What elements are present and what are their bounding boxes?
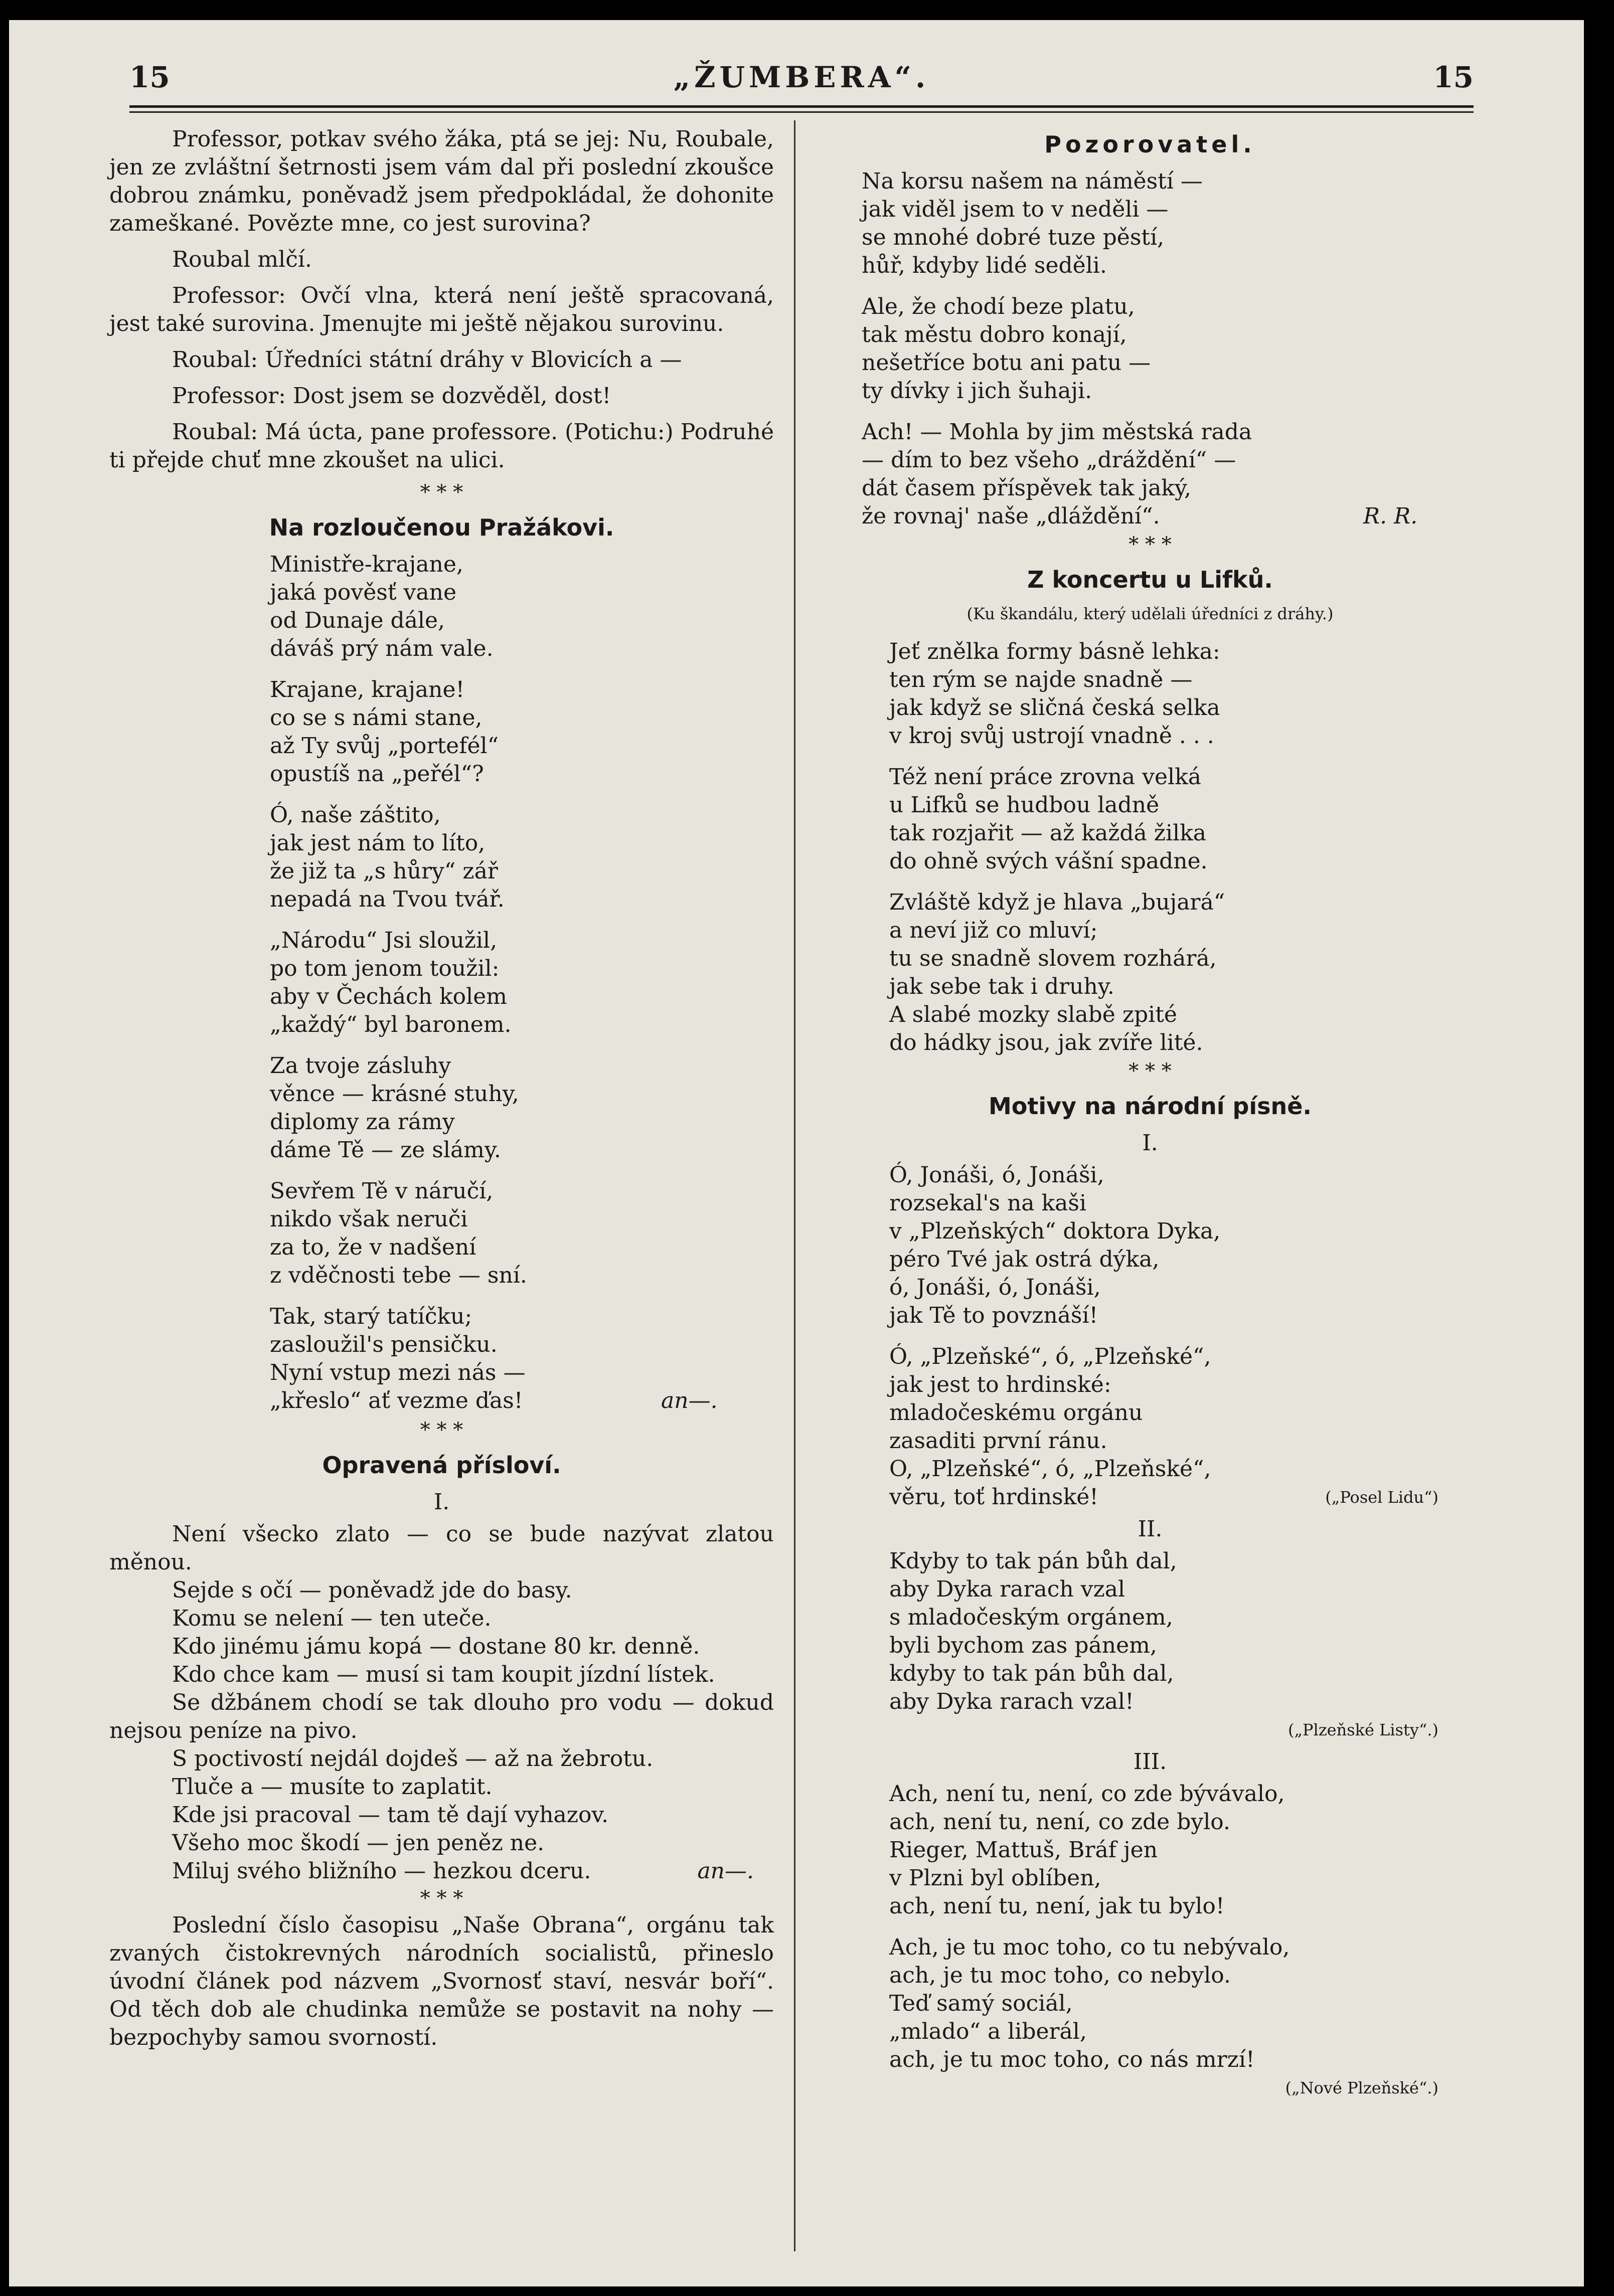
verse-line: od Dunaje dále,	[270, 608, 445, 633]
verse-line: Na korsu našem na náměstí —	[862, 168, 1203, 194]
source-line	[889, 1716, 1438, 1744]
proverb: Kdo chce kam — musí si tam koupit jízdní lístek.	[172, 1662, 715, 1687]
verse-line: za to, že v nadšení	[270, 1234, 476, 1260]
poem-body	[862, 167, 1438, 531]
proverbs-signature: an—.	[697, 1858, 754, 1884]
verse-line: v kroj svůj ustrojí vnadně . . .	[889, 723, 1214, 749]
poem-subtitle: (Ku škandálu, který udělali úředníci z dráhy.)	[966, 604, 1334, 623]
poem-stanza	[889, 1547, 1438, 1744]
poem-body	[862, 1780, 1438, 2102]
poem-signature: R. R.	[1363, 503, 1418, 529]
poem-stanza	[862, 167, 1438, 280]
verse-line: O, „Plzeňské“, ó, „Plzeňské“,	[889, 1456, 1211, 1482]
verse-line: „každý“ byl baronem.	[270, 1012, 512, 1037]
verse-line: ty dívky i jich šuhaji.	[862, 378, 1092, 404]
column-divider	[794, 120, 795, 2251]
proverb: Všeho moc škodí — jen peněz ne.	[172, 1830, 545, 1856]
verse-line: tak rozjařit — až každá žilka	[889, 820, 1206, 846]
verse-line: jak jest to hrdinské:	[889, 1372, 1111, 1397]
verse-line: ach, je tu moc toho, co nebylo.	[889, 1963, 1231, 1988]
proverb: Sejde s očí — poněvadž jde do basy.	[172, 1577, 572, 1603]
verse-line: v „Plzeňských“ doktora Dyka,	[889, 1218, 1221, 1244]
verse-line: jak Tě to povznáší!	[889, 1303, 1098, 1328]
poem-stanza	[889, 1933, 1438, 2102]
verse-line: Za tvoje zásluhy	[270, 1053, 451, 1079]
poem-body	[862, 1161, 1438, 1511]
verse-line: do ohně svých vášní spadne.	[889, 848, 1208, 874]
proverb-text: Miluj svého bližního — hezkou dceru.	[172, 1858, 591, 1884]
dialogue-paragraph: Professor: Ovčí vlna, která není ještě spracovaná, jest také surovina. Jmenujte mi ještě nějakou surovinu.	[109, 283, 774, 336]
verse-line: A slabé mozky slabě zpité	[889, 1002, 1177, 1027]
closing-paragraph: Poslední číslo časopisu „Naše Obrana“, orgánu tak zvaných čistokrevných národních socialistů, přineslo úvodní článek pod názvem „Svornosť staví, nesvár boří“. Od těch dob ale chudinka nemůže se postavit na nohy — bezpochyby samou svorností.	[109, 1912, 774, 2050]
verse-line: do hádky jsou, jak zvíře lité.	[889, 1030, 1203, 1055]
roman-numeral: II.	[1138, 1516, 1163, 1542]
section-separator: * * *	[420, 1419, 463, 1442]
verse-line	[889, 1483, 1438, 1511]
verse-line: Ach! — Mohla by jim městská rada	[862, 419, 1252, 445]
poem-title: Na rozloučenou Pražákovi.	[269, 514, 614, 541]
verse-line: rozsekal's na kaši	[889, 1190, 1087, 1216]
poem-stanza	[270, 1177, 774, 1290]
page-number-left: 15	[129, 60, 170, 94]
verse-line: Ó, naše záštito,	[270, 802, 441, 828]
verse-line: věnce — krásné stuhy,	[270, 1081, 519, 1107]
verse-line: Zvláště když je hlava „bujará“	[889, 890, 1225, 915]
verse-line: Tak, starý tatíčku;	[270, 1304, 472, 1329]
masthead: „ŽUMBERA“.	[673, 60, 930, 94]
verse-line	[270, 1387, 774, 1415]
verse-line: aby v Čechách kolem	[270, 984, 507, 1009]
roman-numeral: I.	[433, 1489, 450, 1515]
verse-line: jak viděl jsem to v neděli —	[862, 197, 1169, 222]
verse-line: po tom jenom toužil:	[270, 956, 500, 981]
verse-line: Ministře-krajane,	[270, 552, 463, 577]
poem-signature: an—.	[661, 1388, 718, 1414]
verse-line: tu se snadně slovem rozhárá,	[889, 946, 1217, 971]
verse-line: ó, Jonáši, ó, Jonáši,	[889, 1275, 1101, 1300]
poem-title: Motivy na národní písně.	[989, 1093, 1312, 1120]
verse-line: Kdyby to tak pán bůh dal,	[889, 1548, 1177, 1574]
source-citation: („Nové Plzeňské“.)	[1285, 2078, 1438, 2097]
verse-line: Sevřem Tě v náručí,	[270, 1178, 494, 1204]
verse-line: Nyní vstup mezi nás —	[270, 1360, 526, 1385]
poem-body	[109, 551, 774, 1415]
verse-line: u Lifků se hudbou ladně	[889, 792, 1160, 818]
proverb: Kdo jinému jámu kopá — dostane 80 kr. denně.	[172, 1634, 700, 1659]
verse-line: že již ta „s hůry“ zář	[270, 858, 498, 884]
verse-line: zasaditi první ránu.	[889, 1428, 1107, 1454]
section-separator: * * *	[420, 1887, 463, 1910]
poem-stanza	[889, 1780, 1438, 1920]
verse-line: jak jest nám to líto,	[270, 830, 486, 856]
poem-stanza	[270, 801, 774, 914]
proverb: Tluče a — musíte to zaplatit.	[172, 1774, 493, 1800]
section-title: Opravená přísloví.	[322, 1452, 561, 1479]
verse-line: Též není práce zrovna velká	[889, 764, 1201, 790]
source-citation: („Plzeňské Listy“.)	[1287, 1720, 1438, 1739]
dialogue-paragraph: Roubal mlčí.	[172, 247, 312, 272]
verse-line: Jeť znělka formy básně lehka:	[889, 639, 1220, 664]
poem-stanza	[862, 293, 1438, 405]
proverb	[109, 1857, 774, 1885]
verse-line: Ó, „Plzeňské“, ó, „Plzeňské“,	[889, 1344, 1211, 1369]
verse-line: jak když se sličná česká selka	[889, 695, 1220, 721]
verse-line-text: „křeslo“ ať vezme ďas!	[270, 1388, 523, 1414]
verse-line: dáváš prý nám vale.	[270, 636, 494, 661]
verse-line: Krajane, krajane!	[270, 677, 465, 702]
poem-stanza	[889, 763, 1438, 875]
verse-line-text: že rovnaj' naše „dláždění“.	[862, 503, 1160, 529]
poem-stanza	[270, 1052, 774, 1164]
verse-line: a neví již co mluví;	[889, 918, 1098, 943]
verse-line: — dím to bez všeho „dráždění“ —	[862, 447, 1236, 473]
verse-line: aby Dyka rarach vzal!	[889, 1689, 1134, 1714]
verse-line: jaká pověsť vane	[270, 580, 457, 605]
poem-stanza	[862, 418, 1438, 531]
poem-title: Z koncertu u Lifků.	[1027, 566, 1273, 593]
roman-numeral: I.	[1142, 1130, 1158, 1156]
verse-line: aby Dyka rarach vzal	[889, 1576, 1125, 1602]
header-rule	[129, 105, 1474, 108]
verse-line: v Plzni byl oblíben,	[889, 1865, 1101, 1891]
poem-stanza	[270, 676, 774, 788]
verse-line: kdyby to tak pán bůh dal,	[889, 1661, 1174, 1686]
dialogue-paragraph: Roubal: Úředníci státní dráhy v Blovicích a —	[172, 347, 682, 373]
header-rule-thin	[129, 111, 1474, 113]
section-separator: * * *	[1128, 1059, 1172, 1083]
section-separator: * * *	[1128, 533, 1172, 556]
verse-line: byli bychom zas pánem,	[889, 1633, 1157, 1658]
verse-line: hůř, kdyby lidé seděli.	[862, 253, 1107, 278]
verse-line: „Národu“ Jsi sloužil,	[270, 928, 498, 953]
poem-stanza	[889, 889, 1438, 1057]
poem-body	[862, 1547, 1438, 1744]
proverb: Není všecko zlato — co se bude nazývat zlatou měnou.	[109, 1521, 774, 1575]
verse-line: mladočeskému orgánu	[889, 1400, 1143, 1426]
verse-line: Rieger, Mattuš, Bráf jen	[889, 1837, 1158, 1863]
verse-line: jak sebe tak i druhy.	[889, 974, 1114, 999]
verse-line: se mnohé dobré tuze pěstí,	[862, 225, 1165, 250]
verse-line: dáme Tě — ze slámy.	[270, 1137, 501, 1163]
source-citation: („Posel Lidu“)	[1325, 1488, 1438, 1507]
verse-line: Ó, Jonáši, ó, Jonáši,	[889, 1162, 1104, 1188]
verse-line: až Ty svůj „portefél“	[270, 733, 499, 759]
verse-line: zasloužil's pensičku.	[270, 1332, 498, 1357]
dialogue-paragraph: Professor: Dost jsem se dozvěděl, dost!	[172, 383, 611, 409]
verse-line: nikdo však neruči	[270, 1206, 468, 1232]
source-line	[889, 2074, 1438, 2102]
verse-line: Ach, je tu moc toho, co tu nebývalo,	[889, 1934, 1290, 1960]
dialogue-paragraph: Roubal: Má úcta, pane professore. (Potichu:) Podruhé ti přejde chuť mne zkoušet na ulici.	[109, 419, 774, 473]
verse-line: tak městu dobro konají,	[862, 322, 1127, 347]
verse-line: Ach, není tu, není, co zde bývávalo,	[889, 1781, 1285, 1807]
proverb: Komu se nelení — ten uteče.	[172, 1606, 492, 1631]
running-header	[129, 40, 1474, 115]
poem-stanza	[889, 1161, 1438, 1330]
verse-line-text: věru, toť hrdinské!	[889, 1484, 1098, 1510]
verse-line: ach, je tu moc toho, co nás mrzí!	[889, 2047, 1255, 2072]
proverb: Kde jsi pracoval — tam tě dají vyhazov.	[172, 1802, 609, 1828]
proverb: Se džbánem chodí se tak dlouho pro vodu — dokud nejsou peníze na pivo.	[109, 1690, 774, 1743]
roman-numeral: III.	[1133, 1749, 1167, 1775]
poem-stanza	[270, 927, 774, 1039]
verse-line: z vděčnosti tebe — sní.	[270, 1263, 527, 1288]
poem-stanza	[270, 551, 774, 663]
verse-line: co se s námi stane,	[270, 705, 482, 731]
verse-line: „mlado“ a liberál,	[889, 2019, 1087, 2044]
verse-line: diplomy za rámy	[270, 1109, 455, 1135]
verse-line: nepadá na Tvou tvář.	[270, 887, 505, 912]
poem-title: Pozorovatel.	[1044, 131, 1256, 158]
page-number-right: 15	[1433, 60, 1474, 94]
verse-line: Ale, že chodí beze platu,	[862, 294, 1135, 319]
proverb: S poctivostí nejdál dojdeš — až na žebrotu.	[172, 1746, 654, 1772]
verse-line: dát časem příspěvek tak jaký,	[862, 475, 1191, 501]
poem-stanza	[889, 638, 1438, 750]
verse-line: ach, není tu, není, jak tu bylo!	[889, 1893, 1225, 1919]
verse-line	[862, 502, 1438, 531]
proverb-list	[109, 1520, 774, 1885]
verse-line: ach, není tu, není, co zde bylo.	[889, 1809, 1231, 1835]
verse-line: opustíš na „peřél“?	[270, 761, 484, 787]
verse-line: péro Tvé jak ostrá dýka,	[889, 1247, 1160, 1272]
poem-stanza	[270, 1303, 774, 1415]
dialogue-paragraph: Professor, potkav svého žáka, ptá se jej: Nu, Roubale, jen ze zvláštní šetrnosti jsem vám dal při poslední zkoušce dobrou známku, poněvadž jsem předpokládal, že dohonite zameškané. Povězte mne, co jest surovina?	[109, 126, 774, 236]
left-column	[109, 125, 774, 2060]
poem-body	[862, 638, 1438, 1057]
verse-line: ten rým se najde snadně —	[889, 667, 1193, 692]
newspaper-page	[9, 20, 1584, 2286]
right-column	[862, 125, 1438, 2115]
verse-line: s mladočeským orgánem,	[889, 1605, 1173, 1630]
verse-line: Teď samý sociál,	[889, 1991, 1073, 2016]
poem-stanza	[889, 1343, 1438, 1511]
verse-line: nešetříce botu ani patu —	[862, 350, 1151, 376]
section-separator: * * *	[420, 481, 463, 504]
